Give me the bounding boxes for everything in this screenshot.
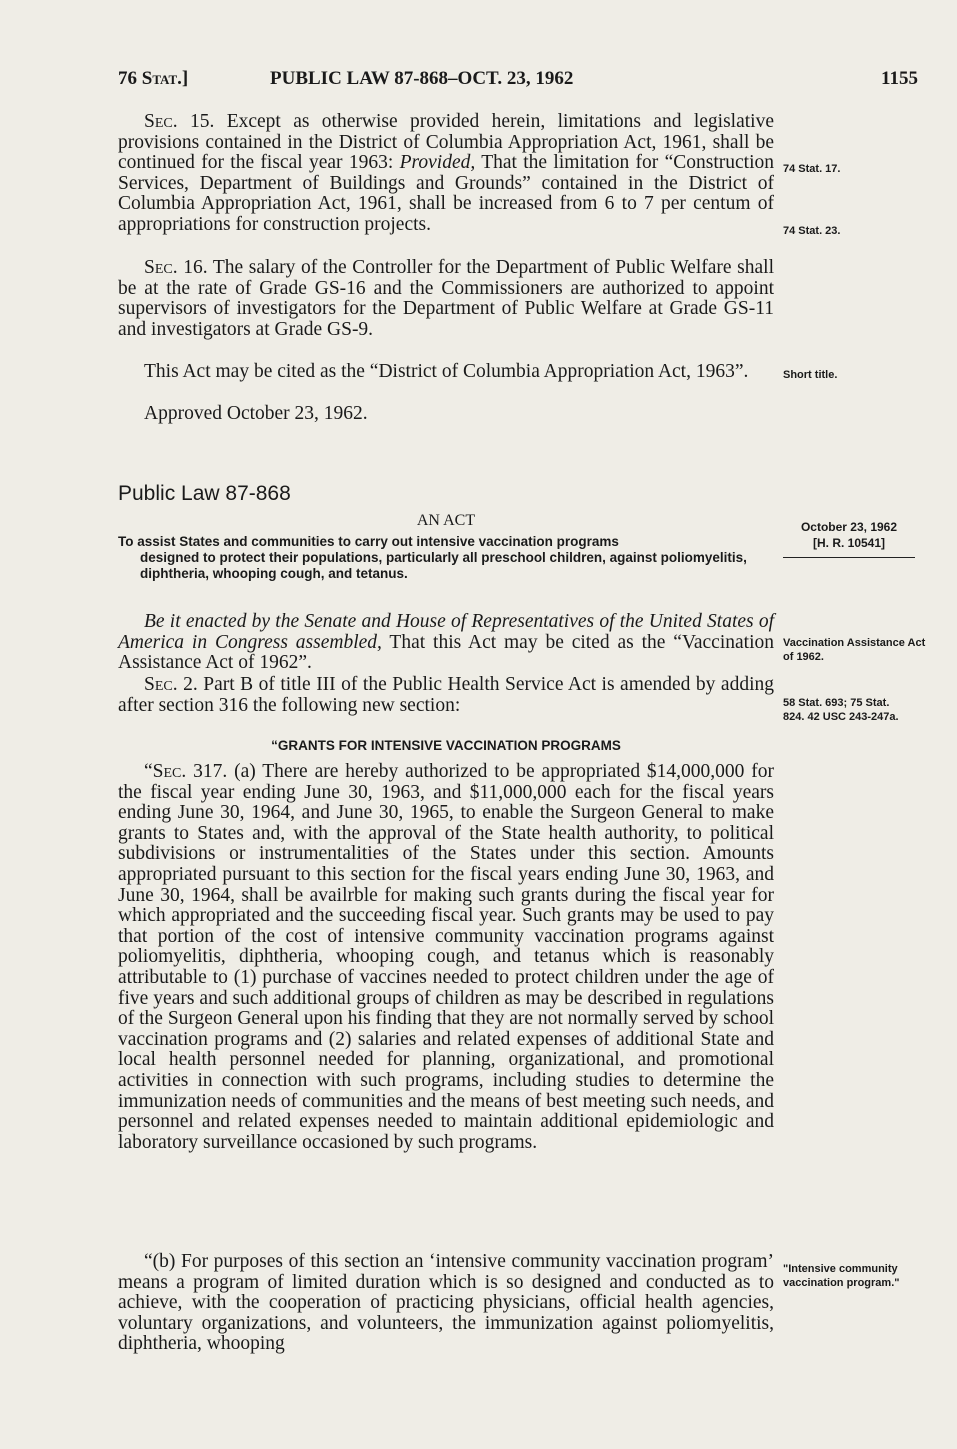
margin-note-stat23: 74 Stat. 23. — [783, 225, 841, 237]
enacting-italic: Be it enacted by the Senate and House of Representatives of the United States of America in Congress assembled, — [118, 611, 774, 653]
act-purpose — [118, 534, 774, 582]
date-box — [783, 519, 915, 558]
margin-note-stat17: 74 Stat. 17. — [783, 163, 841, 175]
header-stat: 76 Stat.] — [118, 68, 189, 89]
sec15-label: Sec. 15. — [144, 111, 215, 132]
enactment-date: October 23, 1962 — [800, 520, 898, 534]
approved-text: Approved October 23, 1962. — [144, 403, 368, 424]
an-act-heading: AN ACT — [416, 512, 476, 529]
margin-note-intensive: "Intensive community vaccination program." — [783, 1263, 900, 1289]
sec16-text: The salary of the Controller for the Department of Public Welfare shall be at the rate of Grade GS-16 and the Commissioners are authorized to appoint supervisors of investigators for the Department of Public Welfare at Grade GS-11 and investigators at Grade GS-9. — [118, 257, 774, 340]
sec2-label: Sec. 2. — [144, 674, 198, 695]
sec2-text: Part B of title III of the Public Health Service Act is amended by adding after section 316 the following new section: — [118, 674, 774, 716]
header-title: PUBLIC LAW 87-868–OCT. 23, 1962 — [270, 68, 574, 89]
margin-note-vaccination-act: Vaccination Assistance Act of 1962. — [783, 637, 926, 663]
approved-paragraph — [118, 404, 774, 425]
sec2-paragraph — [118, 675, 774, 716]
sec317b-text: “(b) For purposes of this section an ‘intensive community vaccination program’ means a program of limited duration which is so designed and conducted as to achieve, with the cooperation of practicing physicians, official health agencies, voluntary organizations, and volunteers, the immunization against poliomyelitis, diphtheria, whooping — [118, 1251, 774, 1355]
header-page-number: 1155 — [881, 68, 918, 89]
sec15-text-a: Except as otherwise provided herein, limitations and legislative provisions contained in the District of Columbia Appropriation Act, 1961, shall be continued for the fiscal year 1963: — [118, 111, 774, 174]
sec317-label: “Sec. 317. — [144, 761, 228, 782]
margin-note-stat-refs: 58 Stat. 693; 75 Stat. 824. 42 USC 243-247a. — [783, 697, 899, 723]
grants-heading: “GRANTS FOR INTENSIVE VACCINATION PROGRAMS — [271, 738, 621, 753]
sec15-provided: Provided, — [399, 152, 476, 174]
sec317a-text: (a) There are hereby authorized to be appropriated $14,000,000 for the fiscal year ending June 30, 1963, and $11,000,000 each for the fiscal years ending June 30, 1964, and June 30, 1965, to enable the Surgeon General to make grants to States and, with the approval of the State health authority, to political subdivisions or instrumentalities of the States under this section. Amounts appropriated pursuant to this section for the fiscal years ending June 30, 1963, and June 30, 1964, shall be availrble for making such grants during the fiscal year for which appropriated and the succeeding fiscal year. Such grants may be used to pay that portion of the cost of intensive community vaccination programs against poliomyelitis, diphtheria, whooping cough, and tetanus which is reasonably attributable to (1) purchase of vaccines needed to protect children under the age of five years and such additional groups of children as may be described in regulations of the Surgeon General upon his finding that they are not normally served by school vaccination programs and (2) salaries and related expenses of additional State and local health personnel needed for planning, organizational, and promotional activities in connection with such programs, including studies to determine the immunization needs of communities and the means of best meeting such needs, and personnel and related expenses needed to maintain additional epidemiologic and laboratory surveillance occasioned by such programs. — [118, 761, 775, 1153]
purpose-first-line: To assist States and communities to carry out intensive vaccination programs — [118, 534, 619, 549]
page-header — [118, 68, 918, 96]
bill-number: [H. R. 10541] — [812, 536, 886, 550]
public-law-title: Public Law 87-868 — [118, 482, 291, 505]
margin-note-short-title: Short title. — [783, 369, 838, 381]
sec317a-paragraph — [118, 762, 774, 1153]
enacting-clause — [118, 612, 774, 674]
sec16-label: Sec. 16. — [144, 257, 208, 278]
purpose-rest: designed to protect their populations, particularly all preschool children, against poliomyelitis, diphtheria, whooping cough, and tetanus. — [140, 550, 747, 581]
sec15-paragraph — [118, 112, 774, 236]
enacting-text: That this Act may be cited as the “Vaccination Assistance Act of 1962”. — [118, 631, 774, 674]
sec16-paragraph — [118, 258, 774, 340]
short-title-text: This Act may be cited as the “District of Columbia Appropriation Act, 1963”. — [144, 361, 749, 382]
sec317b-paragraph — [118, 1252, 774, 1355]
sec15-text-b: That the limitation for “Construction Services, Department of Buildings and Grounds” contained in the District of Columbia Appropriation Act, 1961, shall be increased from 6 to 7 per centum of appropriations for construction projects. — [118, 152, 775, 235]
short-title-paragraph — [118, 362, 774, 383]
